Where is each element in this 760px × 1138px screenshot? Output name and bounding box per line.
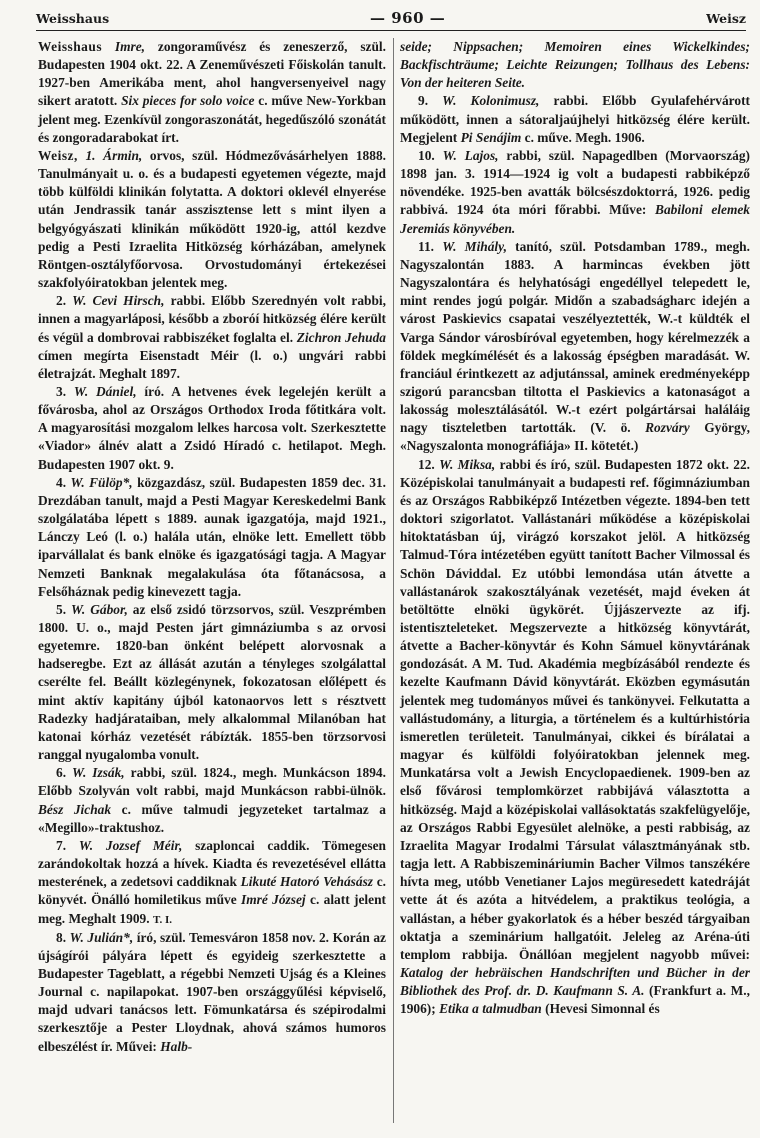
entry-mihaly: 11. W. Mihály, tanító, szül. Potsdamban 1789., megh. Nagyszalontán 1883. A harmincas években jött Nagyszalontára és helyhatósági engedéllyel telepedett le, mint rendes jogú polgár. Midőn a szabadságharc idején a várost Paskievics csapatai veszélyeztették, W.-t küldték el Varga Sándor városbíróval egyetemben, hogy kérelmezzék a földek megkímélését és a lakosság épségben maradását. W. franciául érintkezett az adjutánssal, aminek eredményeképp szigorú parancsban tiltotta el Paskievics a katonaságot a lakosság molesztálásától. W.-t ezért polgártársai haláláig nagy tiszteletben tartották. (V. ö. Rozváry György, «Nagyszalonta monográfiája» II. kötetét.) <box>400 238 750 454</box>
entry-julian-continued: seide; Nippsachen; Memoiren eines Wickelkindes; Backfischträume; Leichte Reizungen; Tollhaus des Lebens: Von der heiteren Seite. <box>400 39 750 91</box>
entry-cevi-hirsch: 2. W. Cevi Hirsch, rabbi. Előbb Szerednyén volt rabbi, innen a magyarláposi, később a zboróí hitközség élére került és végül a dombrovai rabbiszéket foglalta el. Zichron Jehuda címen megírta Eisenstadt Méir (l. o.) ungvári rabbi életrajzát. Meghalt 1897. <box>38 293 386 381</box>
entry-izsak: 6. W. Izsák, rabbi, szül. 1824., megh. Munkácson 1894. Előbb Szolyván volt rabbi, majd Munkácson rabbi-ülnök. Bész Jichak c. műve talmudi jegyzeteket tartalmaz a «Megillo»-traktushoz. <box>38 765 386 835</box>
running-head-left: Weisshaus <box>36 10 110 26</box>
column-separator <box>393 38 394 1123</box>
page-number: — 960 — <box>369 9 446 27</box>
header-rule <box>36 30 746 31</box>
entry-daniel: 3. W. Dániel, író. A hetvenes évek legelején került a fővárosba, ahol az Országos Orthodox Iroda főtitkára volt. A magyarosítási mozgalom lelkes harcosa volt. Szerkesztette «Viador» álnév alatt a Zsidó Híradó c. hetilapot. Megh. Budapesten 1907 okt. 9. <box>38 383 386 472</box>
left-column <box>38 38 386 1056</box>
page-header <box>36 6 746 30</box>
entry-miksa: 12. W. Miksa, rabbi és író, szül. Budapesten 1872 okt. 22. Középiskolai tanulmányait a budapesti ref. főgimnáziumban és az Országos Rabbiképző Intézetben végezte. 1894-ben tett doktori szigorlatot. Vallástanári működése a középiskolai hitoktatásban új, virágzó korszakot jelöl. A hitközség Talmud-Tóra intézetében együtt tanított Bacher Vilmossal és Schön Dáviddal. Ez utóbbi lemondása után átvette a vallástanárok szakosztályának vezetését, majd éveken át betöltötte elnöki ügykörét. Újjászervezte az ifj. istentiszteleteket. Megszervezte a hitközség könyvtárát, átvette a Bacher-könyvtár és Kohn Sámuel könyvtárának gondozását. A M. Tud. Akadémia megbízásából rendezte és kezelte Kaufmann Dávid könyvtárát. Eközben egymásután jelentek meg tudományos művei és tankönyvei. Felkutatta a vallástudomány, a liturgia, a történelem és a kultúrhistória ismeretlen területeit. Tanulmányai, cikkei és bírálatai a magyar és külföldi folyóiratokban jelennek meg. Munkatársa volt a Jewish Encyclopaedienek. 1909-ben az első fővárosi templomkörzet rabbijává választotta a hitközség. Majd a középiskolai vallásoktatás szakfelügyelője, az Országos Rabbi Egyesület alelnöke, a pesti rabbiság, az Izraelita Magyar Irodalmi Társulat választmányának stb. tagja lett. A Rabbiszemináriumin Bacher Vilmos tanszékére hívta meg, utóbb Venetianer Lajos megüresedett katedráját vette át és azóta a hitvédelem, a praktikus teológia, a vallástan, a héber gyakorlatok és a héber beszéd tárgyaiban oktatja a szeminárium hallgatóit. Jeleleg az Aréna-úti templom rabbija. Önállóan megjelent nagyobb művei: Katalog der hebräischen Handschriften und Bücher in der Bibliothek des Prof. dr. D. Kaufmann S. A. (Frankfurt a. M., 1906); Etika a talmudban (Hevesi Simonnal és <box>400 456 750 1017</box>
right-column <box>400 38 750 1018</box>
entry-fulop: 4. W. Fülöp*, közgazdász, szül. Budapesten 1859 dec. 31. Drezdában tanult, majd a Pesti Magyar Kereskedelmi Bank szolgálatába lépett s 1889. aunak igazgatója, majd 1921., Lánczy Leó (l. o.) halála után, elnöke lett. Emellett több iparvállalat és bank elnöke és igazgatósági tagja. A Magyar Nemzeti Banknak megalakulása óta főtanácsosa, a Felsőháznak pedig kinevezett tagja. <box>38 474 386 599</box>
entry-kolonimusz: 9. W. Kolonimusz, rabbi. Előbb Gyulafehérvárott működött, innen a sátoraljaújhelyi hitközség élére került. Megjelent Pi Senájim c. műve. Megh. 1906. <box>400 93 750 145</box>
entry-weisz-armin: Weisz, 1. Ármin, orvos, szül. Hódmezővásárhelyen 1888. Tanulmányait u. o. és a budapesti egyetemen végezte, majd több külföldi klinikán folytatta. A doktori oklevél elnyerése után Jendrassik tanár asszisztense lett s mint ilyen a belgyógyászati klinikán működött 1920-ig, attól kezdve pedig a Pesti Izraelita Hitközség kórházában, amelynek Röntgen-osztályfőorvosa. Orvostudományi értekezései szakfolyóiratokban jelentek meg. <box>38 147 386 291</box>
entry-lajos: 10. W. Lajos, rabbi, szül. Napagedlben (Morvaország) 1898 jan. 3. 1914—1924 ig volt a budapesti rabbiképző növendéke. 1925-ben avatták bölcsészdoktorrá, 1926. pedig rabbivá. 1924 óta móri főrabbi. Műve: Babiloni elemek Jeremiás könyvében. <box>400 147 750 236</box>
running-head-right: Weisz <box>706 10 746 26</box>
entry-julian: 8. W. Julián*, író, szül. Temesváron 1858 nov. 2. Korán az újságírói pályára lépett és egyideig szerkesztette a Budapester Tageblatt, a régebbi Nemzeti Ujság és a Kleines Journal c. napilapokat. 1907-ben országgyűlési képviselő, majd udvari tanácsos lett. Fömunkatársa és szépirodalmi szerkesztője a Pester Lloydnak, ahová számos humoros elbeszélést ír. Művei: Halb- <box>38 929 386 1054</box>
entry-weisshaus-imre: Weisshaus Imre, zongoraművész és zeneszerző, szül. Budapesten 1904 okt. 22. A Zeneművészeti Főiskolán tanult. 1927-ben Amerikába ment, ahol hangversenyeivel nagy sikert aratott. Six pieces for solo voice c. műve New-Yorkban jelent meg. Ezenkívül zongoraszonátát, hegedűszóló szonátát és zongoradarabokat írt. <box>38 39 387 145</box>
entry-jozsef-meir: 7. W. Jozsef Méir, szaploncai caddik. Tömegesen zarándokoltak hozzá a hívek. Kiadta és revezetésével ellátta mesterének, a zedetsovi caddiknak Likuté Hatoró Vehásász c. könyvét. Önálló homiletikus műve Imré Józsej c. alatt jelent meg. Meghalt 1909. T. I. <box>38 837 386 926</box>
entry-gabor: 5. W. Gábor, az első zsidó törzsorvos, szül. Veszprémben 1800. U. o., majd Pesten járt gimnáziumba s az orvosi egyetemre. 1820-ban önként belépett alorvosnak a hadseregbe. Ezt az állását azután a tényleges szolgálattal cserélte fel. Beállt közlegénynek, fokozatosan előlépett és mint aktív kapitány újból katonaorvos lett s résztvett Radezky hadjárataiban, mely alkalommal Milanóban hat katonai kórház vezetését rábízták. 1855-ben törzsorvosi ranggal nyugalomba vonult. <box>38 601 386 763</box>
author-signature: T. I. <box>152 913 172 926</box>
